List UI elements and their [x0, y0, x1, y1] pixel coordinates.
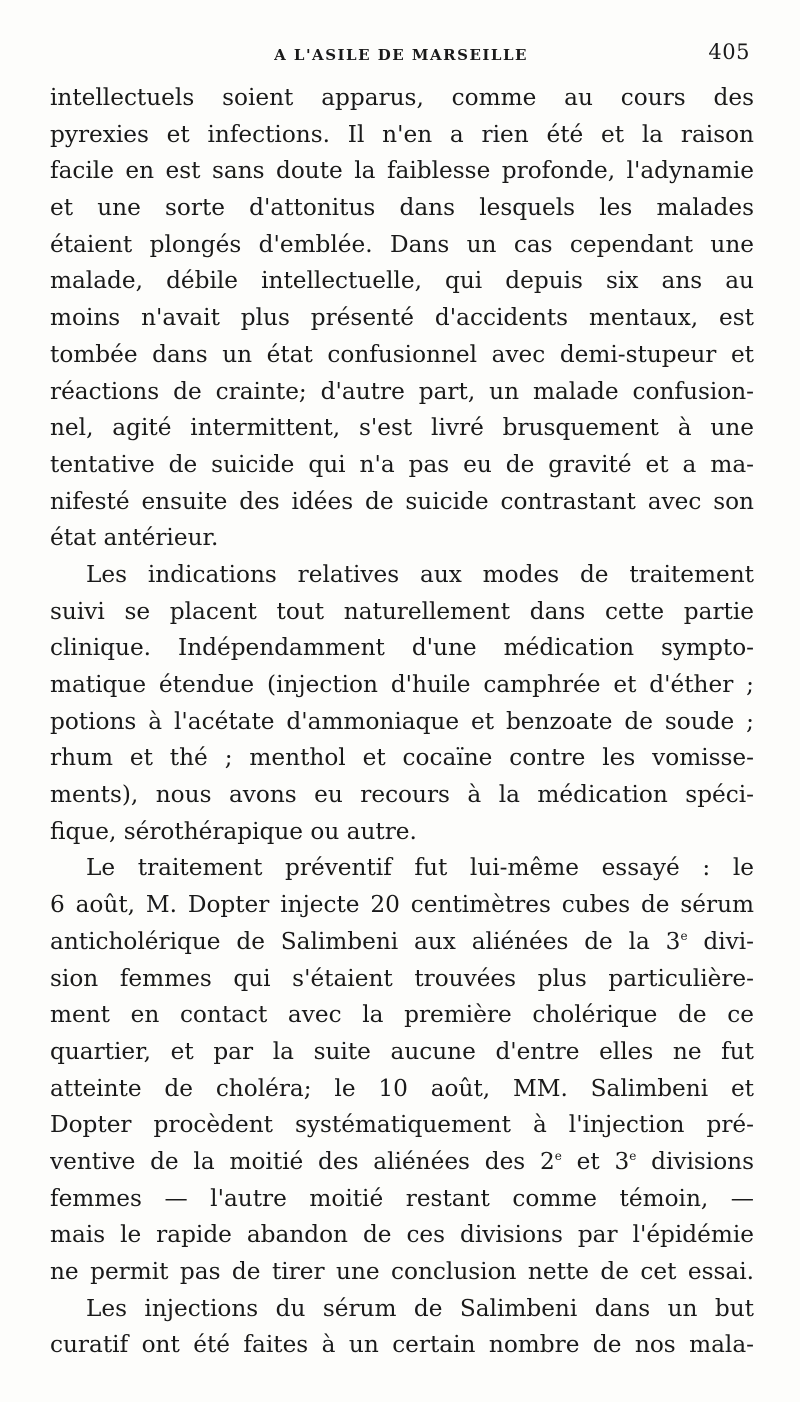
text-line: matique étendue (injection d'huile camphrée et d'éther ; — [50, 671, 754, 698]
text-line: étaient plongés d'emblée. Dans un cas cependant une — [50, 230, 754, 258]
text-segment: anticholérique de Salimbeni aux aliénées de la 3 — [50, 927, 681, 955]
text-segment: divi- — [687, 927, 754, 955]
text-line: ments), nous avons eu recours à la médication spéci- — [50, 781, 754, 809]
text-line: réactions de crainte; d'autre part, un malade confusion- — [50, 377, 754, 405]
text-line: facile en est sans doute la faiblesse profonde, l'adynamie — [50, 157, 754, 185]
text-line: ment en contact avec la première cholérique de ce — [50, 1001, 754, 1029]
paragraph-end-line: fique, sérothérapique ou autre. — [50, 817, 417, 845]
text-line: curatif ont été faites à un certain nombre de nos mala- — [50, 1331, 754, 1359]
superscript: e — [554, 1148, 562, 1163]
text-line: clinique. Indépendamment d'une médication sympto- — [50, 634, 754, 662]
text-line: 6 août, M. Dopter injecte 20 centimètres cubes de sérum — [50, 891, 754, 919]
text-line: potions à l'acétate d'ammoniaque et benzoate de soude ; — [50, 707, 754, 735]
running-head — [48, 38, 754, 72]
text-line: pyrexies et infections. Il n'en a rien été et la raison — [50, 120, 754, 148]
text-line: moins n'avait plus présenté d'accidents mentaux, est — [50, 304, 754, 332]
text-line: Dopter procèdent systématiquement à l'injection pré- — [50, 1111, 754, 1139]
text-line: sion femmes qui s'étaient trouvées plus particulière- — [50, 964, 754, 992]
text-line: suivi se placent tout naturellement dans cette partie — [50, 597, 754, 625]
text-line-with-superscript — [50, 924, 754, 961]
text-line: quartier, et par la suite aucune d'entre elles ne fut — [50, 1037, 754, 1065]
text-line: femmes — l'autre moitié restant comme témoin, — — [50, 1184, 754, 1212]
text-line: tombée dans un état confusionnel avec demi-stupeur et — [50, 340, 754, 368]
page-number: 405 — [708, 40, 750, 64]
text-line: atteinte de choléra; le 10 août, MM. Salimbeni et — [50, 1074, 754, 1102]
paragraph-first-line: Le traitement préventif fut lui-même essayé : le — [86, 854, 754, 882]
text-segment: ventive de la moitié des aliénées des 2 — [50, 1147, 555, 1175]
paragraph-first-line: Les injections du sérum de Salimbeni dans un but — [86, 1294, 754, 1322]
paragraph-end-line: état antérieur. — [50, 524, 219, 552]
text-line: intellectuels soient apparus, comme au cours des — [50, 84, 754, 111]
text-line: rhum et thé ; menthol et cocaïne contre les vomisse- — [50, 744, 754, 772]
text-segment: divisions — [636, 1147, 754, 1175]
text-line-with-superscript — [50, 1144, 754, 1181]
paragraph-first-line: Les indications relatives aux modes de traitement — [86, 560, 754, 588]
body-text — [50, 80, 754, 1364]
text-line: nel, agité intermittent, s'est livré brusquement à une — [50, 414, 754, 442]
text-line: malade, débile intellectuelle, qui depuis six ans au — [50, 267, 754, 295]
text-line: mais le rapide abandon de ces divisions par l'épidémie — [50, 1221, 754, 1249]
text-line: tentative de suicide qui n'a pas eu de gravité et a ma- — [50, 450, 754, 478]
text-segment: et 3 — [561, 1147, 630, 1175]
paragraph-end-line: ne permit pas de tirer une conclusion nette de cet essai. — [50, 1258, 754, 1285]
text-line: nifesté ensuite des idées de suicide contrastant avec son — [50, 487, 754, 515]
running-title: A L'ASILE DE MARSEILLE — [274, 46, 528, 64]
text-line: et une sorte d'attonitus dans lesquels les malades — [50, 194, 754, 222]
superscript: e — [680, 928, 688, 943]
superscript: e — [629, 1148, 637, 1163]
